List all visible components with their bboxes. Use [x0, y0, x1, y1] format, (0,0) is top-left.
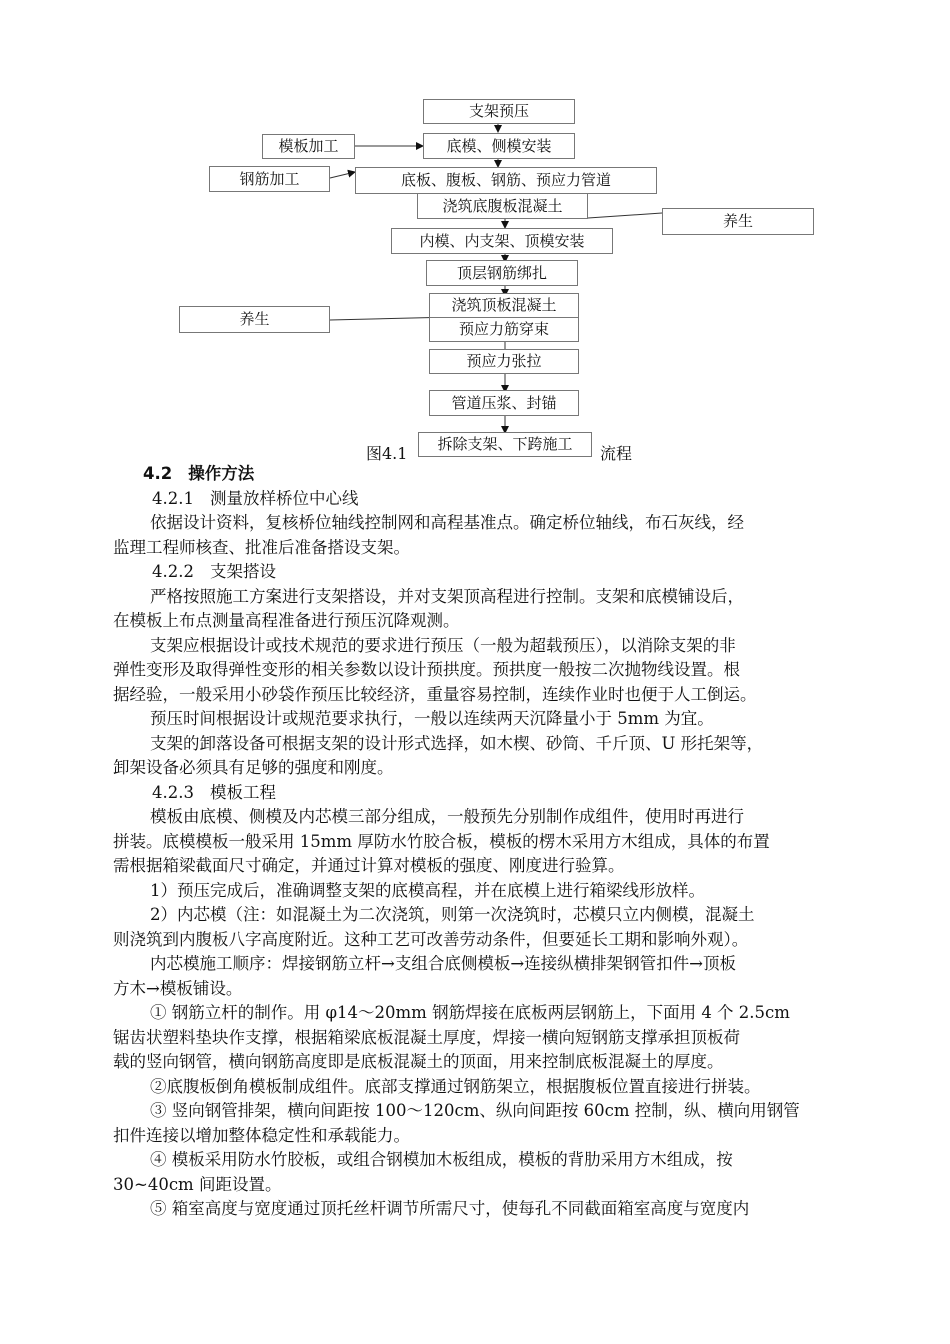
flow-box-tensioning: 预应力张拉 — [429, 349, 579, 374]
flow-box-threading: 预应力筋穿束 — [429, 317, 579, 342]
flow-box-dismantle: 拆除支架、下跨施工 — [418, 432, 592, 457]
flow-box-bottom-side-formwork: 底模、侧模安装 — [423, 133, 575, 159]
flow-box-preload: 支架预压 — [423, 99, 575, 124]
section-title: 支架搭设 — [209, 562, 276, 581]
section-number: 4.2.1 — [152, 488, 194, 508]
section-heading-4-2-3 — [113, 781, 861, 806]
paragraph-line: 内芯模施工顺序：焊接钢筋立杆→支组合底侧模板→连接纵横排架钢管扣件→顶板 — [150, 954, 736, 973]
paragraph-line: 模板由底模、侧模及内芯模三部分组成，一般预先分别制作成组件，使用时再进行 — [150, 807, 744, 826]
flow-box-formwork-processing: 模板加工 — [262, 134, 355, 159]
paragraph-line: ⑤ 箱室高度与宽度通过顶托丝杆调节所需尺寸，使每孔不同截面箱室高度与宽度内 — [150, 1199, 750, 1218]
paragraph-line: 需根据箱梁截面尺寸确定，并通过计算对模板的强度、刚度进行验算。 — [113, 856, 625, 875]
paragraph-line: 严格按照施工方案进行支架搭设，并对支架顶高程进行控制。支架和底模铺设后， — [150, 586, 744, 606]
arrow-curing-right — [588, 213, 662, 218]
paragraph-line: 1）预压完成后，准确调整支架的底模高程，并在底模上进行箱梁线形放样。 — [150, 880, 705, 900]
flow-box-bottom-web-rebar-duct: 底板、腹板、钢筋、预应力管道 — [355, 167, 657, 194]
paragraph-line: 监理工程师核查、批准后准备搭设支架。 — [113, 537, 410, 557]
figure-caption-suffix: 流程 — [600, 444, 633, 463]
paragraph-line: 拼装。底模模板一般采用 15mm 厚防水竹胶合板，模板的楞木采用方木组成，具体的布置 — [113, 831, 770, 851]
paragraph-line: ③ 竖向钢管排架，横向间距按 100～120cm、纵向间距按 60cm 控制，纵、横向用钢管 — [150, 1101, 800, 1120]
paragraph-line: ④ 模板采用防水竹胶板，或组合钢模加木板组成，模板的背肋采用方木组成，按 — [150, 1150, 733, 1169]
flow-box-curing-left: 养生 — [179, 306, 330, 333]
paragraph-line: 支架应根据设计或技术规范的要求进行预压（一般为超载预压），以消除支架的非 — [150, 635, 736, 655]
paragraph-line: 方木→模板铺设。 — [113, 978, 243, 998]
flow-box-curing-right: 养生 — [662, 208, 814, 235]
section-number: 4.2.3 — [152, 782, 194, 802]
flow-box-inner-top-formwork: 内模、内支架、顶模安装 — [391, 228, 613, 254]
section-heading-4-2-2 — [113, 560, 861, 585]
flow-box-pour-top: 浇筑顶板混凝土 — [429, 293, 579, 318]
section-title: 操作方法 — [188, 464, 255, 483]
paragraph-line: 30~40cm 间距设置。 — [113, 1174, 282, 1194]
paragraph-line: 扣件连接以增加整体稳定性和承载能力。 — [113, 1125, 410, 1145]
paragraph-line: 载的竖向钢管，横向钢筋高度即是底板混凝土的顶面，用来控制底板混凝土的厚度。 — [113, 1052, 724, 1071]
paragraph-line: 卸架设备必须具有足够的强度和刚度。 — [113, 758, 394, 777]
arrow-rebar-processing — [330, 172, 355, 178]
paragraph-line: 据经验，一般采用小砂袋作预压比较经济，重量容易控制，连续作业时也便于人工倒运。 — [113, 684, 757, 704]
section-heading-4-2-1 — [113, 487, 861, 512]
section-number: 4.2.2 — [152, 562, 194, 581]
flow-box-top-rebar: 顶层钢筋绑扎 — [426, 260, 578, 286]
paragraph-line: 2）内芯模（注：如混凝土为二次浇筑，则第一次浇筑时，芯模只立内侧模，混凝土 — [150, 905, 755, 924]
paragraph-line: ① 钢筋立杆的制作。用 φ14～20mm 钢筋焊接在底板两层钢筋上，下面用 4 个 2.5cm — [150, 1003, 790, 1022]
section-title: 测量放样桥位中心线 — [209, 488, 359, 508]
paragraph-line: 支架的卸落设备可根据支架的设计形式选择，如木楔、砂筒、千斤顶、U 形托架等， — [150, 733, 764, 753]
paragraph-line: 则浇筑到内腹板八字高度附近。这种工艺可改善劳动条件，但要延长工期和影响外观）。 — [113, 929, 749, 949]
paragraph-line: 依据设计资料，复核桥位轴线控制网和高程基准点。确定桥位轴线，布石灰线，经 — [150, 513, 744, 532]
figure-caption-prefix: 图4.1 — [366, 444, 408, 463]
paragraph-line: ②底腹板倒角模板制成组件。底部支撑通过钢筋架立，根据腹板位置直接进行拼装。 — [150, 1076, 761, 1096]
flow-box-grouting: 管道压浆、封锚 — [429, 390, 579, 416]
section-title: 模板工程 — [209, 782, 276, 802]
flow-box-pour-bottom-web: 浇筑底腹板混凝土 — [417, 193, 588, 219]
section-heading-4-2 — [113, 462, 861, 487]
paragraph-line: 在模板上布点测量高程准备进行预压沉降观测。 — [113, 611, 460, 630]
document-body — [113, 462, 861, 1222]
paragraph-line: 锯齿状塑料垫块作支撑，根据箱梁底板混凝土厚度，焊接一横向短钢筋支撑承担顶板荷 — [113, 1027, 740, 1047]
paragraph-line: 预压时间根据设计或规范要求执行，一般以连续两天沉降量小于 5mm 为宜。 — [150, 709, 714, 728]
section-number: 4.2 — [143, 464, 173, 483]
paragraph-line: 弹性变形及取得弹性变形的相关参数以设计预拱度。预拱度一般按二次抛物线设置。根 — [113, 660, 740, 679]
flow-box-rebar-processing: 钢筋加工 — [209, 166, 330, 192]
